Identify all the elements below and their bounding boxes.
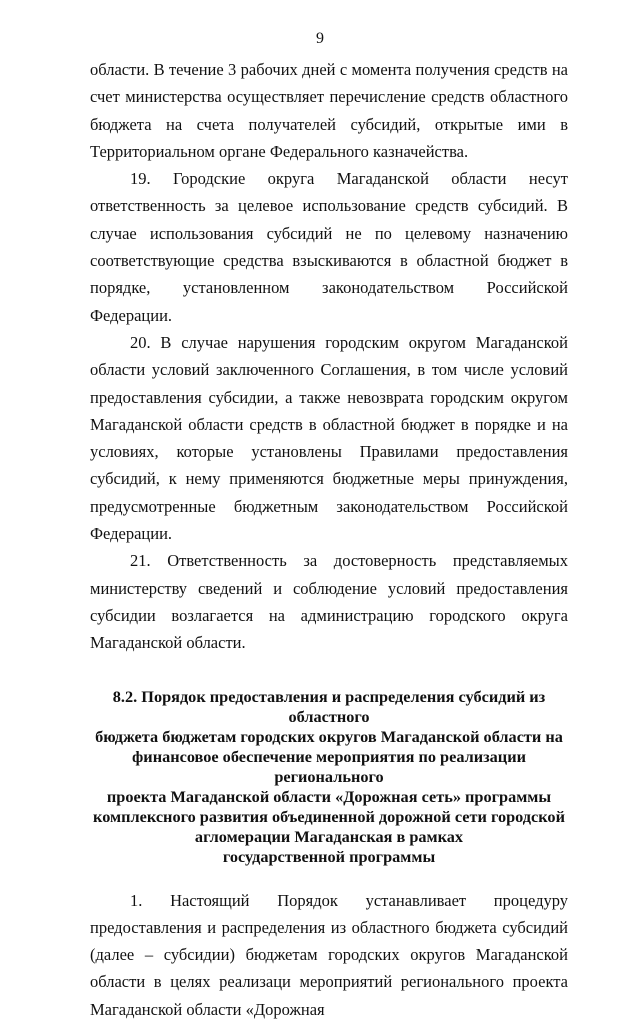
paragraph-19: 19. Городские округа Магаданской области несут ответственность за целевое использование средств субсидий. В случае использования субсидий не по целевому назначению соответствующие средства взыскиваются в областной бюджет в порядке, установленном законодательством Российской Федерации. bbox=[90, 169, 568, 325]
heading-spacer bbox=[90, 867, 568, 887]
section-spacer bbox=[90, 657, 568, 687]
section-heading-line: агломерации Магаданская в рамках bbox=[194, 826, 464, 846]
section-heading bbox=[90, 687, 568, 867]
section-paragraph-1: 1. Настоящий Порядок устанавливает процедуру предоставления и распределения из областного бюджета субсидий (далее – субсидии) бюджетам городских округов Магаданской области в целях реализаци мероприятий регионального проекта Магаданской области «Дорожная bbox=[90, 890, 568, 1019]
section-heading-line: 8.2. Порядок предоставления и распределения субсидий из областного bbox=[112, 686, 546, 726]
section-heading-line: финансовое обеспечение мероприятия по реализации регионального bbox=[132, 746, 526, 786]
document-body bbox=[90, 56, 568, 1023]
paragraph-20: 20. В случае нарушения городским округом Магаданской области условий заключенного Соглашения, в том числе условий предоставления субсидии, а также невозврата городским округом Магаданской области средств в областной бюджет в порядке и на условиях, которые установлены Правилами предоставления субсидий, к нему применяются бюджетные меры принуждения, предусмотренные бюджетным законодательством Российской Федерации. bbox=[90, 332, 568, 544]
section-heading-line: проекта Магаданской области «Дорожная сеть» программы bbox=[106, 786, 552, 806]
section-heading-line: комплексного развития объединенной дорожной сети городской bbox=[93, 806, 565, 826]
section-heading-line: государственной программы bbox=[222, 846, 436, 866]
section-heading-line: бюджета бюджетам городских округов Магаданской области на bbox=[95, 726, 563, 746]
paragraph-21: 21. Ответственность за достоверность представляемых министерству сведений и соблюдение условий предоставления субсидии возлагается на администрацию городского округа Магаданской области. bbox=[90, 551, 568, 653]
paragraph-continuation: области. В течение 3 рабочих дней с момента получения средств на счет министерства осуществляет перечисление средств областного бюджета на счета получателей субсидий, открытые ими в Территориальном органе Федерального казначейства. bbox=[90, 60, 568, 161]
page-number: 9 bbox=[316, 30, 324, 47]
